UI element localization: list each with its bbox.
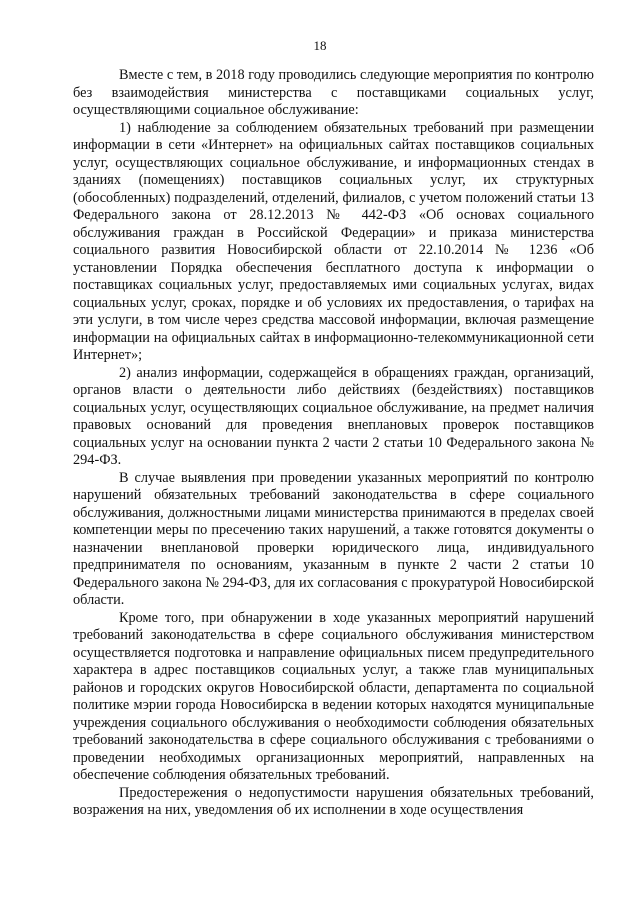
paragraph: Вместе с тем, в 2018 году проводились следующие мероприятия по контролю без взаимодействия министерства с поставщиками социальных услуг, осуществляющими социальное обслуживание: bbox=[73, 67, 594, 118]
paragraph: Кроме того, при обнаружении в ходе указанных мероприятий нарушений требований законодательства в сфере социального обслуживания министерством осуществляется подготовка и направление официальных писем предупредительного характера в адрес поставщиков социальных услуг, а также глав муниципальных районов и городских округов Новосибирской области, департамента по социальной политике мэрии города Новосибирска в ведении которых находятся муниципальные учреждения социального обслуживания о необходимости соблюдения обязательных требований законодательства в сфере социального обслуживания с требованиями о проведении необходимых организационных мероприятий, направленных на обеспечение соблюдения обязательных требований. bbox=[73, 609, 594, 783]
page-number: 18 bbox=[313, 38, 327, 53]
paragraph: 1) наблюдение за соблюдением обязательных требований при размещении информации в сети «Интернет» на официальных сайтах поставщиков социальных услуг, осуществляющих социальное обслуживание, и информационных стендах в зданиях (помещениях) поставщиков социальных услуг, их структурных (обособленных) подразделений, отделений, филиалов, с учетом положений статьи 13 Федерального закона от 28.12.2013 № 442-ФЗ «Об основах социального обслуживания граждан в Российской Федерации» и приказа министерства социального развития Новосибирской области от 22.10.2014 № 1236 «Об установлении Порядка обеспечения бесплатного доступа к информации о поставщиках социальных услуг, предоставляемых ими социальных услугах, видах социальных услуг, сроках, порядке и об условиях их предоставления, о тарифах на эти услуги, в том числе через средства массовой информации, включая размещение информации на официальных сайтах в информационно-телекоммуникационной сети Интернет»; bbox=[73, 119, 594, 363]
paragraph: В случае выявления при проведении указанных мероприятий по контролю нарушений обязательных требований законодательства в сфере социального обслуживания, должностными лицами министерства принимаются в пределах своей компетенции меры по пресечению таких нарушений, а также готовятся документы о назначении внеплановой проверки юридического лица, индивидуального предпринимателя по основаниям, указанным в пункте 2 части 2 статьи 10 Федерального закона № 294-ФЗ, для их согласования с прокуратурой Новосибирской области. bbox=[73, 469, 594, 608]
document-body bbox=[73, 67, 594, 820]
paragraph: Предостережения о недопустимости нарушения обязательных требований, возражения на них, уведомления об их исполнении в ходе осуществления bbox=[73, 784, 594, 818]
paragraph: 2) анализ информации, содержащейся в обращениях граждан, организаций, органов власти о деятельности либо действиях (бездействиях) поставщиков социальных услуг, осуществляющих социальное обслуживание, на предмет наличия правовых оснований для проведения внеплановых проверок поставщиков социальных услуг на основании пункта 2 части 2 статьи 10 Федерального закона № 294-ФЗ. bbox=[73, 364, 594, 468]
